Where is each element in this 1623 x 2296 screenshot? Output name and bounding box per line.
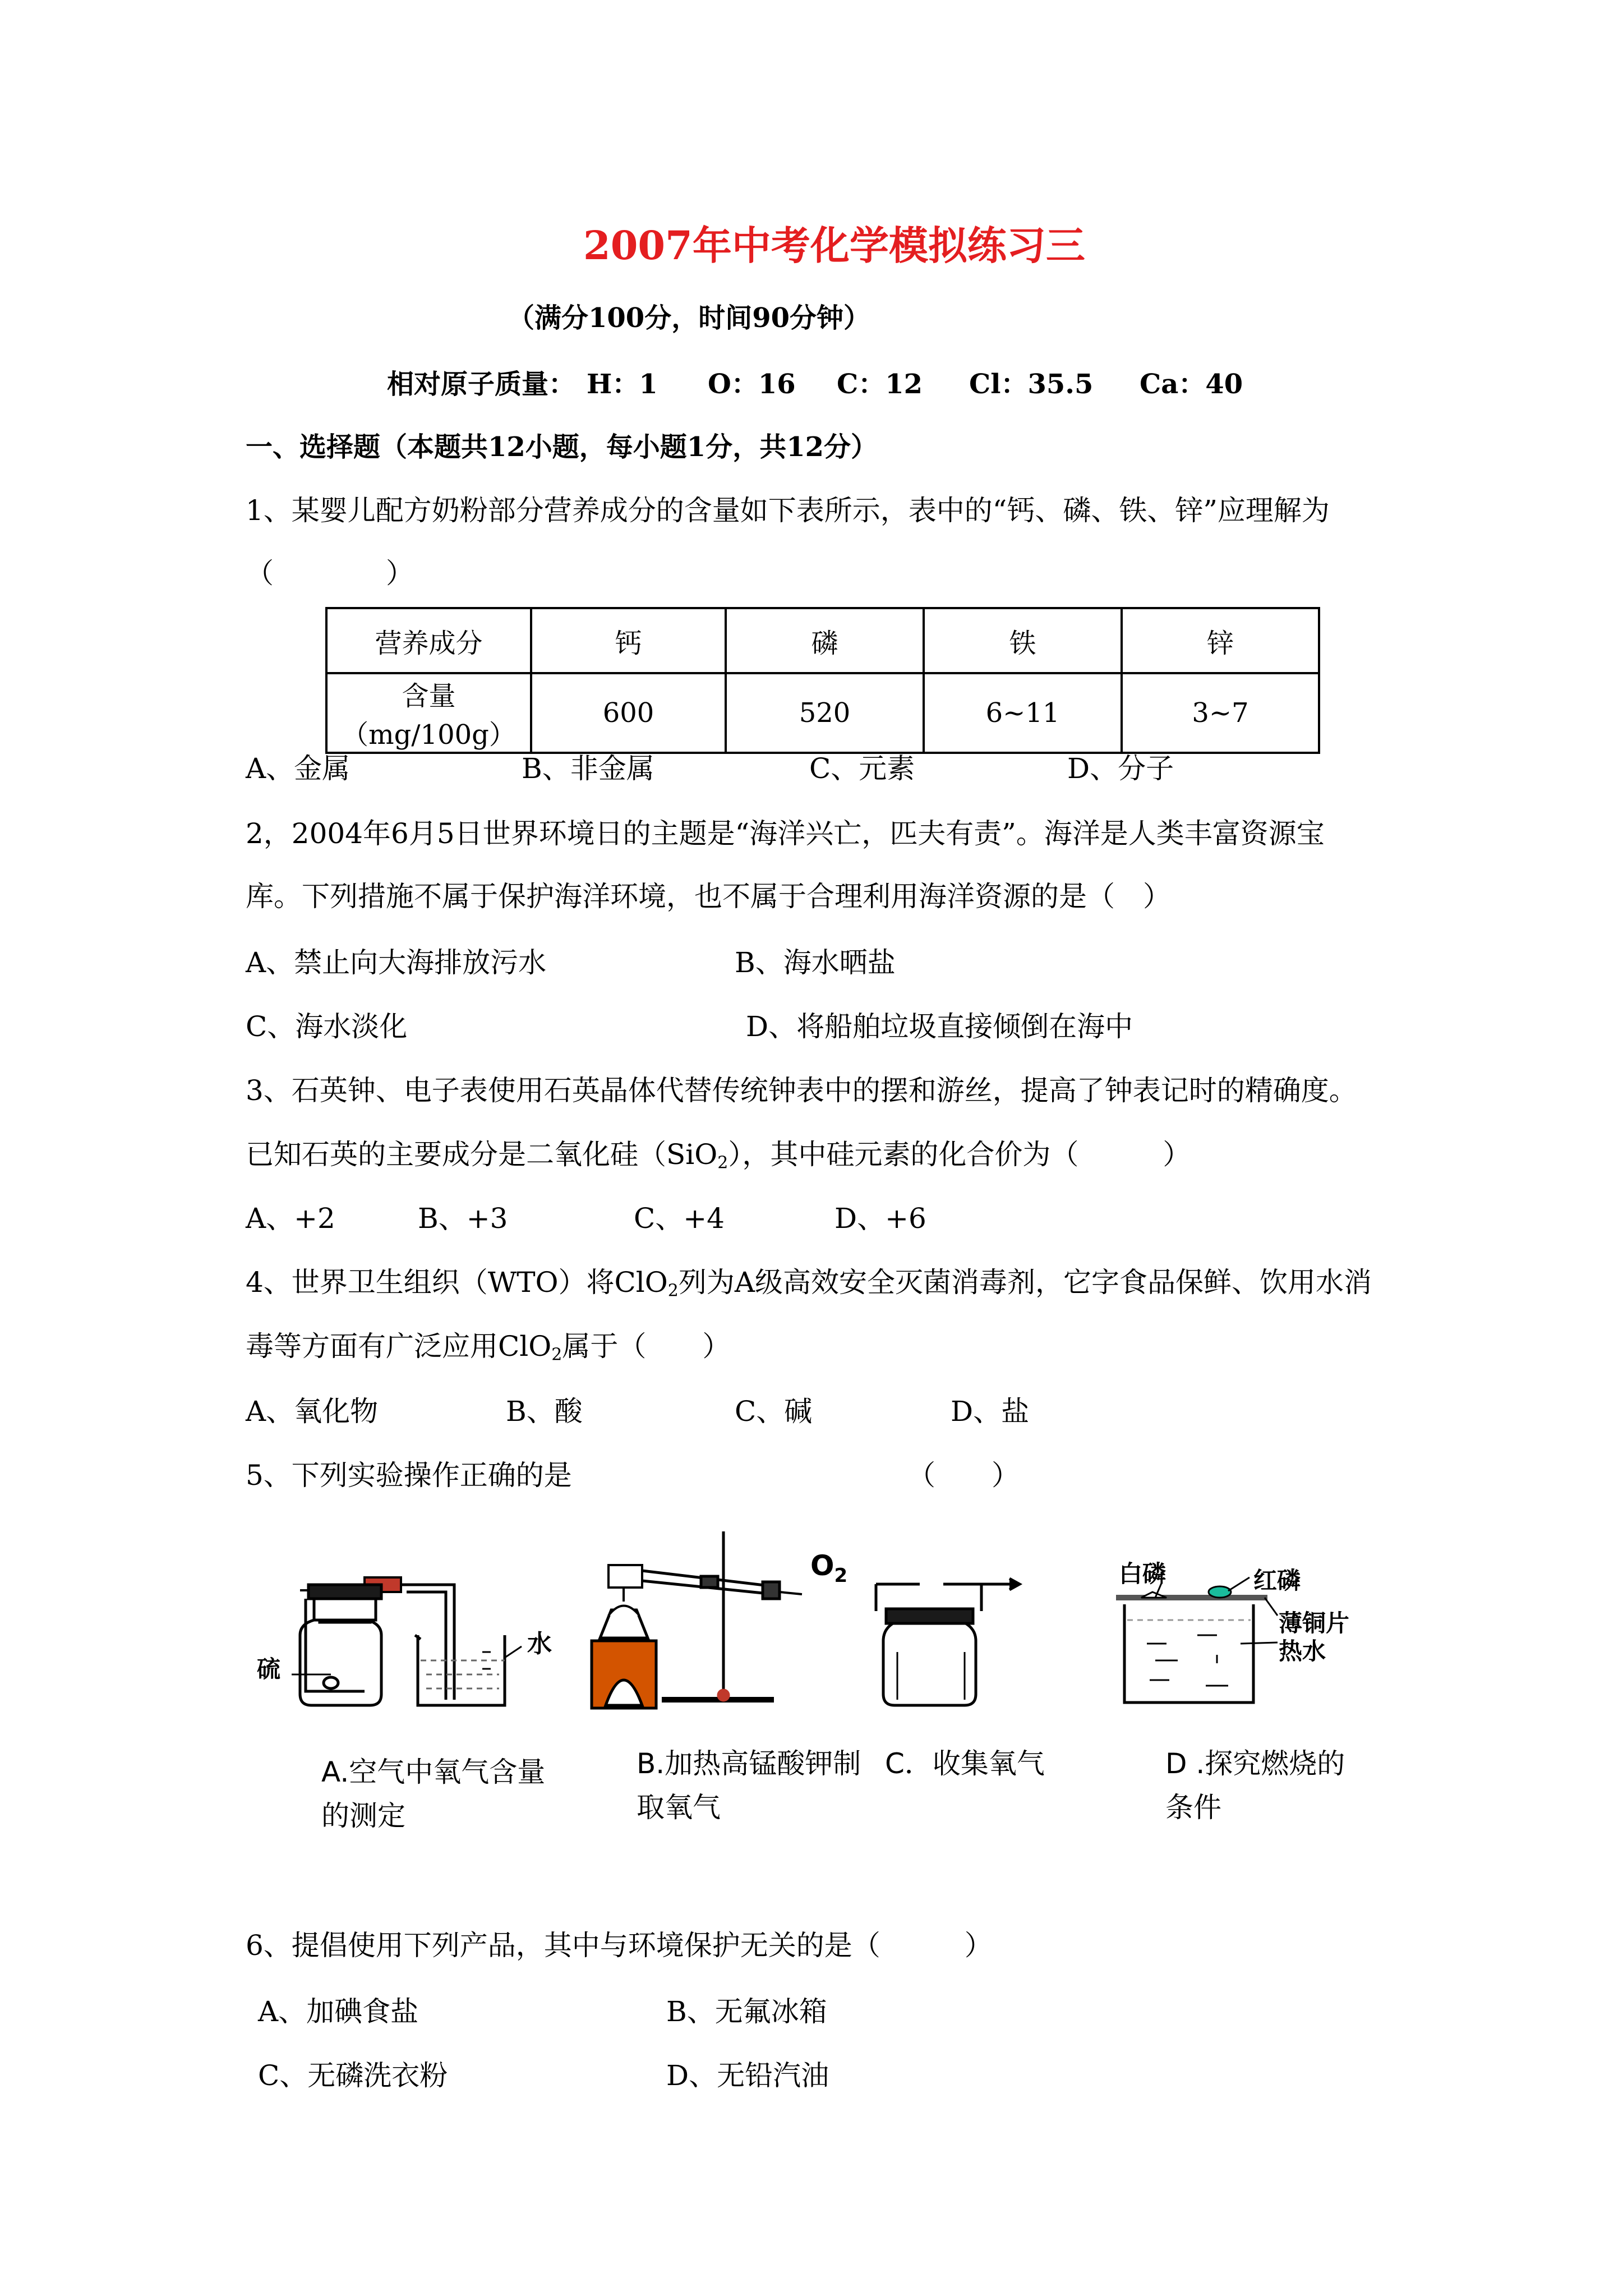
question-3-option-c: C、+4 [634,1202,725,1235]
question-1-blank: （ ） [246,557,414,590]
label-white-phosphorus: 白磷 [1119,1560,1166,1588]
caption-a: A.空气中氧气含量的测定 [321,1756,546,1832]
label-o2: $O_2$ [810,1549,848,1587]
question-2-option-d: D、将船舶垃圾直接倾倒在海中 [746,1010,1133,1043]
caption-c: C．收集氧气 [885,1747,1045,1780]
table-cell: 600 [531,673,726,753]
question-3-text-line1: 3、石英钟、电子表使用石英晶体代替传统钟表中的摆和游丝，提高了钟表记时的精确度。 [246,1074,1357,1107]
table-cell: 含量（mg/100g） [326,673,531,753]
atomic-mass-h: H：1 [587,369,658,400]
question-5-text: 5、下列实验操作正确的是 [246,1459,572,1492]
question-6-option-a: A、加碘食盐 [258,1995,419,2028]
table-cell: 钙 [531,608,726,673]
question-2-option-a: A、禁止向大海排放污水 [246,946,547,979]
question-3-option-d: D、+6 [834,1202,926,1235]
table-cell: 6~11 [924,673,1122,753]
question-4-text-line1: 4、世界卫生组织（WTO）将ClO$_2$列为A级高效安全灭菌消毒剂，它字食品保鲜、饮用水消 [246,1266,1372,1301]
question-4-option-b: B、酸 [506,1395,583,1428]
apparatus-c-collect-oxygen [876,1579,1020,1705]
question-6-option-b: B、无氟冰箱 [666,1995,827,2028]
question-6-option-c: C、无磷洗衣粉 [258,2059,448,2092]
question-2-text-line2: 库。下列措施不属于保护海洋环境，也不属于合理利用海洋资源的是（ ） [246,880,1171,913]
question-3-text-line2: 已知石英的主要成分是二氧化硅（SiO$_2$），其中硅元素的化合价为（ ） [246,1138,1191,1173]
atomic-mass-ca: Ca：40 [1140,369,1243,400]
apparatus-d-combustion [1116,1577,1278,1703]
question-6-text: 6、提倡使用下列产品，其中与环境保护无关的是（ ） [246,1929,993,1962]
question-5-blank: （ ） [907,1459,1020,1492]
question-4-text-line2: 毒等方面有广泛应用ClO$_2$属于（ ） [246,1330,731,1365]
atomic-mass-label: 相对原子质量： [387,369,576,400]
question-3-option-a: A、+2 [246,1202,335,1235]
table-cell: 铁 [924,608,1122,673]
question-1-option-a: A、金属 [246,752,351,785]
atomic-mass-cl: Cl：35.5 [969,369,1094,400]
question-4-option-a: A、氧化物 [246,1395,379,1428]
table-cell: 3~7 [1122,673,1319,753]
question-2-option-c: C、海水淡化 [246,1010,408,1043]
page-subtitle: （满分100分，时间90分钟） [508,302,870,334]
table-cell: 磷 [726,608,924,673]
page-title: 2007年中考化学模拟练习三 [583,222,1085,269]
caption-d: D .探究燃烧的条件 [1165,1747,1345,1824]
table-cell: 锌 [1122,608,1319,673]
question-3-option-b: B、+3 [418,1202,508,1235]
label-hot-water: 热水 [1279,1637,1326,1665]
section-heading: 一、选择题（本题共12小题，每小题1分，共12分） [246,431,878,463]
question-6-option-d: D、无铅汽油 [666,2059,829,2092]
label-sulfur: 硫 [257,1655,281,1683]
question-1-option-d: D、分子 [1067,752,1174,785]
question-1-text: 1、某婴儿配方奶粉部分营养成分的含量如下表所示，表中的“钙、磷、铁、锌”应理解为 [246,494,1330,527]
label-red-phosphorus: 红磷 [1253,1567,1301,1594]
question-2-option-b: B、海水晒盐 [735,946,896,979]
atomic-mass-c: C：12 [837,369,923,400]
table-cell: 520 [726,673,924,753]
label-copper-sheet: 薄铜片 [1279,1609,1350,1637]
apparatus-b-heating [592,1531,802,1708]
atomic-mass-o: O：16 [708,369,796,400]
question-1-option-b: B、非金属 [522,752,654,785]
question-1-option-c: C、元素 [809,752,915,785]
question-4-option-d: D、盐 [951,1395,1030,1428]
table-cell: 营养成分 [326,608,531,673]
caption-b: B.加热高锰酸钾制取氧气 [637,1747,861,1824]
question-4-option-c: C、碱 [735,1395,813,1428]
question-2-text-line1: 2，2004年6月5日世界环境日的主题是“海洋兴亡，匹夫有责”。海洋是人类丰富资源宝 [246,817,1325,850]
apparatus-a-oxygen-measurement [292,1577,522,1705]
label-water: 水 [527,1630,552,1658]
